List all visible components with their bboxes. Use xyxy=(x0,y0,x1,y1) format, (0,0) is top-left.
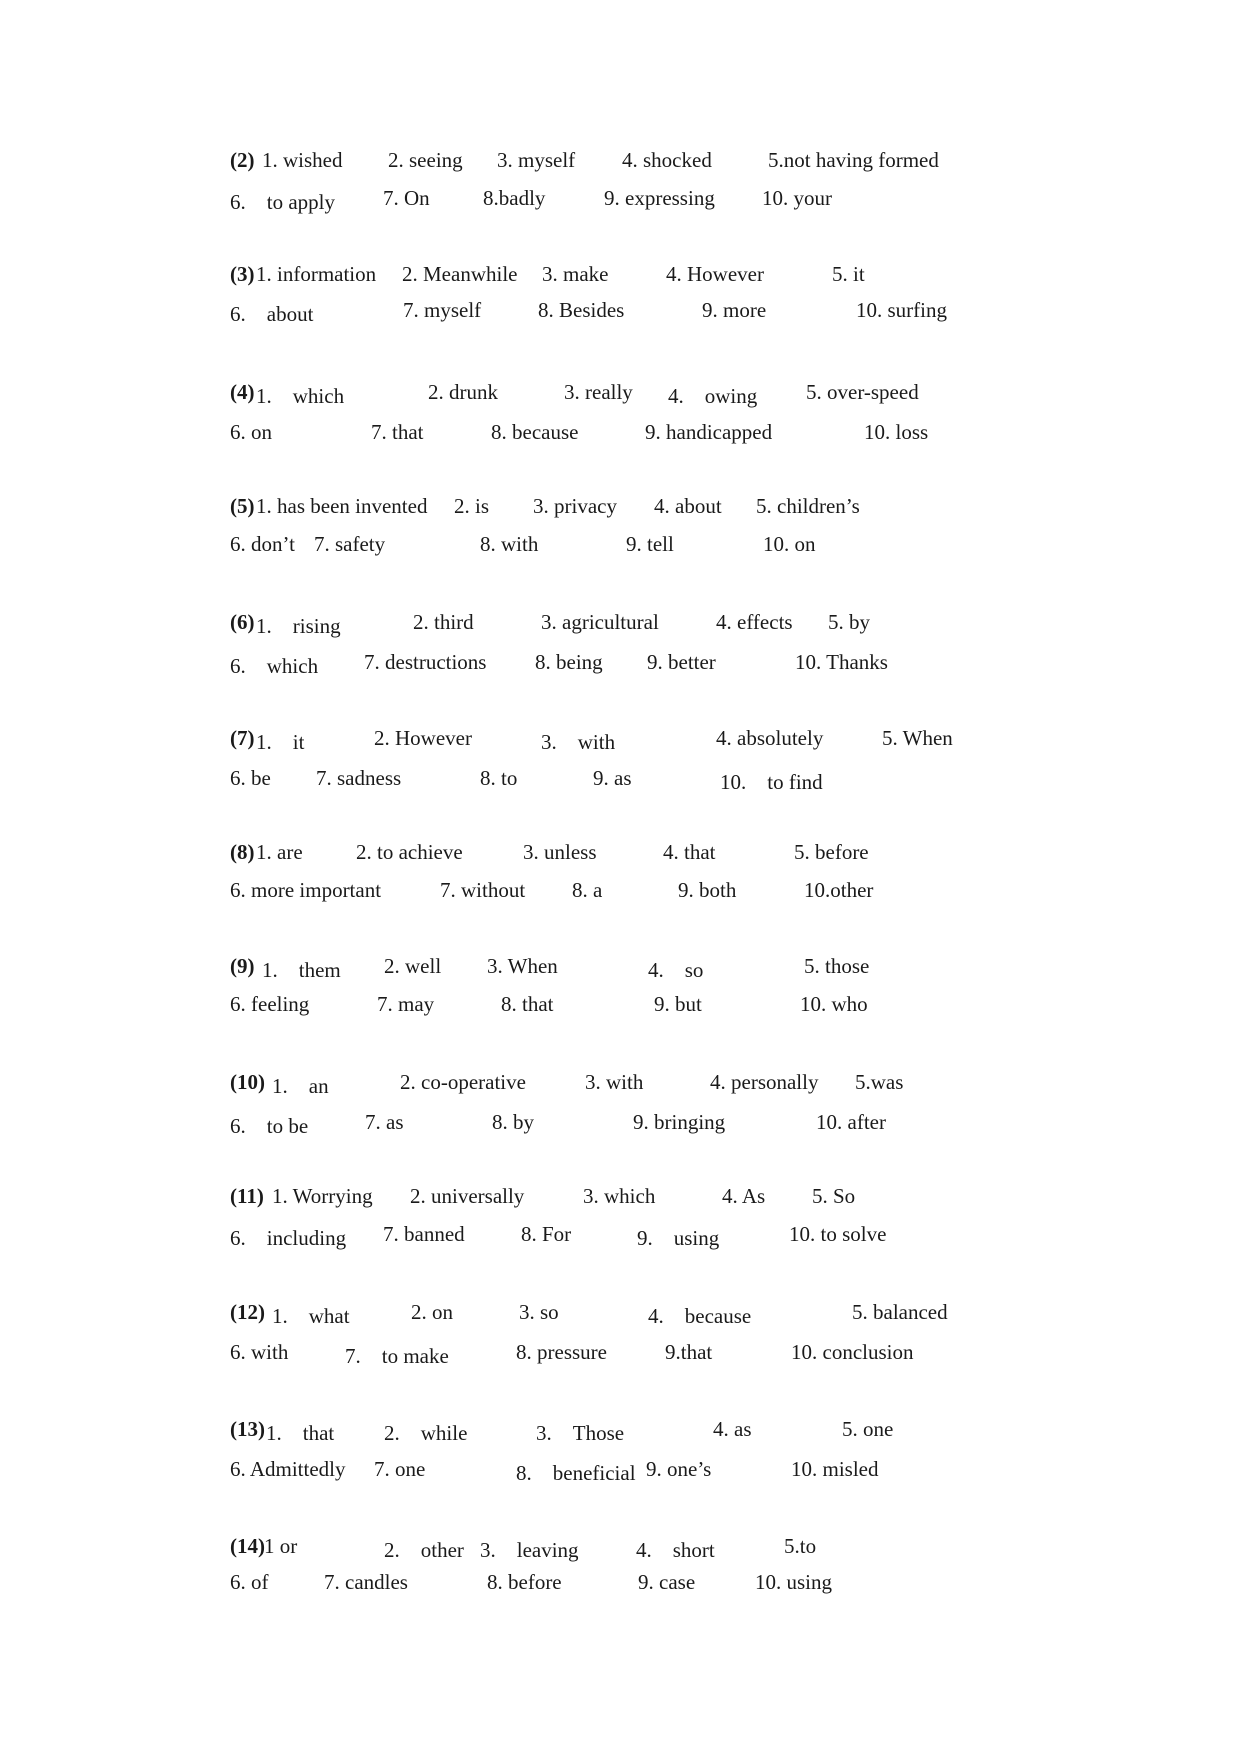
answer-item: 1. that xyxy=(266,1421,335,1445)
section-number: (10) xyxy=(230,1070,265,1094)
answer-item: 8. being xyxy=(535,650,603,674)
answer-item: 1. are xyxy=(256,840,303,864)
answer-item: 1 or xyxy=(264,1534,298,1558)
answer-item: 5. When xyxy=(882,726,953,750)
answer-row-1 xyxy=(0,840,1241,870)
answer-item: 2. seeing xyxy=(388,148,463,172)
answer-item: 4. as xyxy=(713,1417,752,1441)
answer-item: 8. a xyxy=(572,878,603,902)
answer-item: 10.other xyxy=(804,878,874,902)
section-number: (4) xyxy=(230,380,255,404)
answer-item: 7. destructions xyxy=(364,650,487,674)
answer-row-1 xyxy=(0,262,1241,292)
answer-item: 3. When xyxy=(487,954,558,978)
answer-item: 9. one’s xyxy=(646,1457,712,1481)
answer-item: 9. using xyxy=(637,1226,720,1250)
answer-item: 9. better xyxy=(647,650,716,674)
answer-item: 4. short xyxy=(636,1538,715,1562)
section-number: (2) xyxy=(230,148,255,172)
answer-item: 2. other xyxy=(384,1538,464,1562)
answer-row-2 xyxy=(0,992,1241,1022)
answer-item: 9. as xyxy=(593,766,632,790)
answer-item: 6. with xyxy=(230,1340,289,1364)
answer-row-2 xyxy=(0,1340,1241,1370)
answer-item: 6. including xyxy=(230,1226,347,1250)
answer-item: 1. information xyxy=(256,262,377,286)
answer-item: 10. loss xyxy=(864,420,929,444)
answer-row-1 xyxy=(0,610,1241,640)
answer-item: 5. balanced xyxy=(852,1300,948,1324)
answer-row-1 xyxy=(0,1300,1241,1330)
answer-item: 3. privacy xyxy=(533,494,617,518)
answer-item: 3. make xyxy=(542,262,609,286)
answer-item: 1. rising xyxy=(256,614,341,638)
answer-item: 7. On xyxy=(383,186,430,210)
answer-item: 9. but xyxy=(654,992,702,1016)
answer-item: 10. misled xyxy=(791,1457,879,1481)
answer-item: 10. surfing xyxy=(856,298,947,322)
answer-item: 5.was xyxy=(855,1070,904,1094)
answer-item: 4. absolutely xyxy=(716,726,824,750)
answer-item: 4. because xyxy=(648,1304,752,1328)
answer-item: 3. so xyxy=(519,1300,559,1324)
answer-item: 3. Those xyxy=(536,1421,625,1445)
answer-item: 4. so xyxy=(648,958,704,982)
answer-item: 3. unless xyxy=(523,840,597,864)
answer-item: 5. over-speed xyxy=(806,380,919,404)
answer-row-2 xyxy=(0,766,1241,796)
answer-row-2 xyxy=(0,298,1241,328)
answer-item: 3. which xyxy=(583,1184,656,1208)
answer-item: 8. before xyxy=(487,1570,562,1594)
answer-item: 2. universally xyxy=(410,1184,525,1208)
answer-item: 10. conclusion xyxy=(791,1340,914,1364)
answer-item: 8. because xyxy=(491,420,579,444)
answer-item: 4. that xyxy=(663,840,716,864)
answer-row-2 xyxy=(0,420,1241,450)
answer-item: 4. personally xyxy=(710,1070,819,1094)
section-number: (13) xyxy=(230,1417,265,1441)
answer-row-1 xyxy=(0,148,1241,178)
answer-item: 8. to xyxy=(480,766,518,790)
answer-row-2 xyxy=(0,1570,1241,1600)
answer-item: 6. to apply xyxy=(230,190,335,214)
answer-item: 3. myself xyxy=(497,148,576,172)
answer-item: 4. owing xyxy=(668,384,758,408)
answer-item: 1. what xyxy=(272,1304,350,1328)
answer-item: 7. that xyxy=(371,420,424,444)
answer-item: 4. As xyxy=(722,1184,766,1208)
answer-item: 3. leaving xyxy=(480,1538,579,1562)
answer-item: 6. on xyxy=(230,420,272,444)
answer-row-2 xyxy=(0,186,1241,216)
answer-item: 1. them xyxy=(262,958,341,982)
answer-item: 1. wished xyxy=(262,148,343,172)
answer-row-1 xyxy=(0,380,1241,410)
answer-item: 7. without xyxy=(440,878,526,902)
answer-item: 10. after xyxy=(816,1110,886,1134)
answer-item: 2. co-operative xyxy=(400,1070,526,1094)
answer-item: 8. by xyxy=(492,1110,534,1134)
answer-item: 10. who xyxy=(800,992,868,1016)
answer-item: 10. on xyxy=(763,532,816,556)
answer-item: 6. more important xyxy=(230,878,382,902)
answer-item: 5. those xyxy=(804,954,870,978)
answer-item: 10. to find xyxy=(720,770,823,794)
answer-item: 1. which xyxy=(256,384,345,408)
answer-item: 9.that xyxy=(665,1340,713,1364)
answer-item: 5. So xyxy=(812,1184,856,1208)
answer-row-2 xyxy=(0,1110,1241,1140)
answer-row-1 xyxy=(0,1417,1241,1447)
answer-row-2 xyxy=(0,650,1241,680)
answer-item: 3. with xyxy=(585,1070,644,1094)
answer-row-2 xyxy=(0,878,1241,908)
answer-item: 6. about xyxy=(230,302,314,326)
answer-item: 5.to xyxy=(784,1534,817,1558)
answer-item: 3. with xyxy=(541,730,616,754)
section-number: (14) xyxy=(230,1534,265,1558)
answer-item: 7. to make xyxy=(345,1344,449,1368)
answer-item: 4. shocked xyxy=(622,148,712,172)
answer-item: 7. one xyxy=(374,1457,426,1481)
answer-item: 6. feeling xyxy=(230,992,310,1016)
answer-item: 7. as xyxy=(365,1110,404,1134)
answer-row-1 xyxy=(0,1534,1241,1564)
answer-item: 2. while xyxy=(384,1421,468,1445)
answer-item: 2. to achieve xyxy=(356,840,463,864)
answer-item: 10. to solve xyxy=(789,1222,887,1246)
answer-item: 10. your xyxy=(762,186,832,210)
answer-item: 2. is xyxy=(454,494,490,518)
answer-item: 8. with xyxy=(480,532,539,556)
answer-item: 6. to be xyxy=(230,1114,309,1138)
answer-item: 2. However xyxy=(374,726,472,750)
answer-item: 7. banned xyxy=(383,1222,465,1246)
answer-item: 7. may xyxy=(377,992,435,1016)
answer-item: 8. pressure xyxy=(516,1340,607,1364)
answer-item: 8. that xyxy=(501,992,554,1016)
answer-item: 5. children’s xyxy=(756,494,860,518)
answer-row-2 xyxy=(0,1222,1241,1252)
answer-item: 6. Admittedly xyxy=(230,1457,346,1481)
answer-item: 9. more xyxy=(702,298,767,322)
answer-item: 9. handicapped xyxy=(645,420,773,444)
answer-item: 2. well xyxy=(384,954,442,978)
answer-item: 7. sadness xyxy=(316,766,402,790)
answer-item: 9. tell xyxy=(626,532,674,556)
answer-item: 1. it xyxy=(256,730,305,754)
answer-item: 5. before xyxy=(794,840,869,864)
answer-item: 8. beneficial xyxy=(516,1461,636,1485)
answer-item: 8. For xyxy=(521,1222,572,1246)
answer-item: 9. bringing xyxy=(633,1110,726,1134)
answer-row-1 xyxy=(0,1070,1241,1100)
section-number: (7) xyxy=(230,726,255,750)
answer-item: 9. case xyxy=(638,1570,696,1594)
answer-item: 5. one xyxy=(842,1417,894,1441)
section-number: (3) xyxy=(230,262,255,286)
answer-row-1 xyxy=(0,726,1241,756)
answer-item: 10. using xyxy=(755,1570,833,1594)
answer-item: 8.badly xyxy=(483,186,546,210)
answer-row-1 xyxy=(0,494,1241,524)
answer-item: 6. which xyxy=(230,654,319,678)
answer-item: 4. about xyxy=(654,494,722,518)
answer-item: 10. Thanks xyxy=(795,650,888,674)
answer-item: 2. Meanwhile xyxy=(402,262,518,286)
answer-item: 1. has been invented xyxy=(256,494,428,518)
answer-item: 5. it xyxy=(832,262,865,286)
answer-item: 1. Worrying xyxy=(272,1184,373,1208)
answer-item: 2. third xyxy=(413,610,474,634)
answer-item: 9. both xyxy=(678,878,737,902)
answer-item: 7. safety xyxy=(314,532,386,556)
section-number: (9) xyxy=(230,954,255,978)
section-number: (5) xyxy=(230,494,255,518)
answer-item: 9. expressing xyxy=(604,186,715,210)
answer-item: 3. really xyxy=(564,380,633,404)
answer-item: 5. by xyxy=(828,610,870,634)
answer-row-1 xyxy=(0,1184,1241,1214)
answer-item: 7. myself xyxy=(403,298,482,322)
answer-item: 6. don’t xyxy=(230,532,295,556)
answer-item: 3. agricultural xyxy=(541,610,659,634)
answer-item: 4. effects xyxy=(716,610,793,634)
section-number: (8) xyxy=(230,840,255,864)
answer-item: 2. drunk xyxy=(428,380,498,404)
answer-item: 6. of xyxy=(230,1570,269,1594)
answer-row-2 xyxy=(0,532,1241,562)
answer-item: 5.not having formed xyxy=(768,148,939,172)
answer-item: 1. an xyxy=(272,1074,329,1098)
section-number: (11) xyxy=(230,1184,264,1208)
answer-item: 4. However xyxy=(666,262,764,286)
answer-item: 8. Besides xyxy=(538,298,625,322)
answer-item: 6. be xyxy=(230,766,271,790)
answer-row-1 xyxy=(0,954,1241,984)
section-number: (6) xyxy=(230,610,255,634)
answer-row-2 xyxy=(0,1457,1241,1487)
answer-item: 2. on xyxy=(411,1300,453,1324)
section-number: (12) xyxy=(230,1300,265,1324)
answer-item: 7. candles xyxy=(324,1570,408,1594)
